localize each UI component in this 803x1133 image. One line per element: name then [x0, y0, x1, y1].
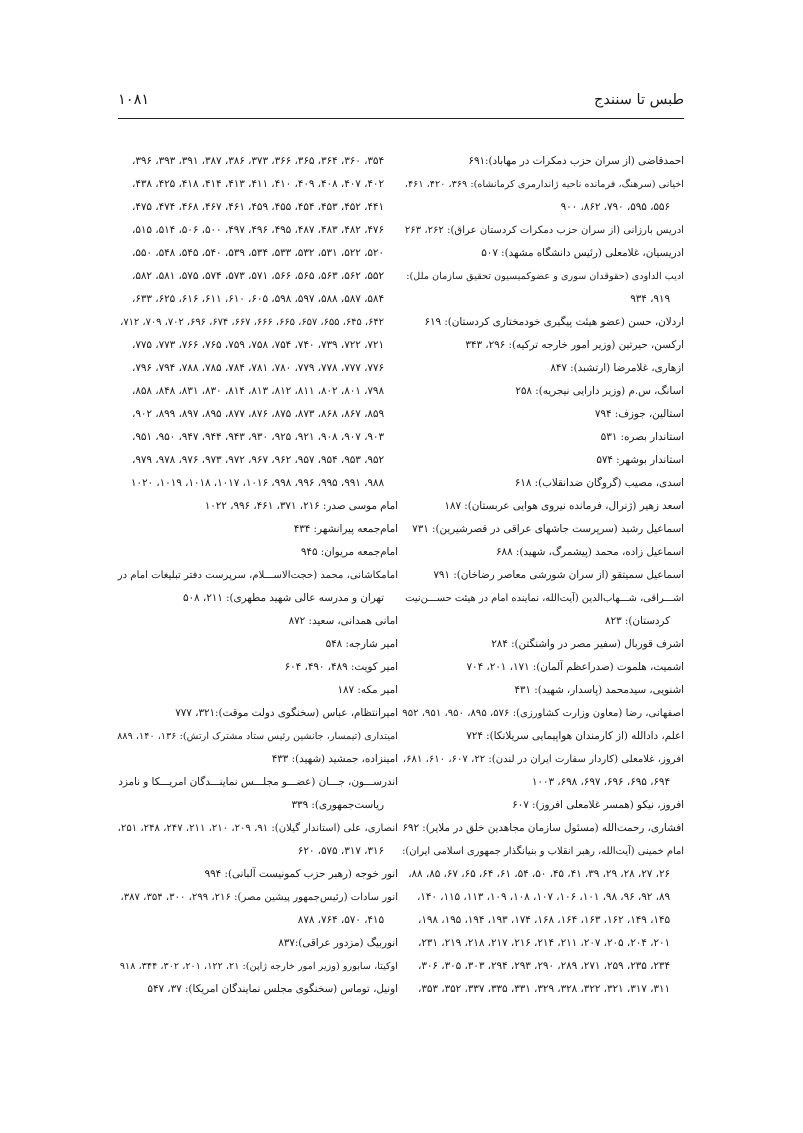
index-entry-continuation: ۷۲۱، ۷۲۲، ۷۳۹، ۷۴۰، ۷۵۴، ۷۵۸، ۷۵۹، ۷۶۵، ۷۶۶، ۷۷۳، ۷۷۵،: [132, 339, 384, 351]
index-entry: انور خوجه (رهبر حزب کمونیست آلبانی): ۹۹۴: [204, 868, 398, 880]
index-entry: انوربیگ (مزدور عراقی):۸۳۷: [278, 937, 398, 949]
index-entry: اخیانی (سرهنگ، فرمانده ناحیه ژاندارمری کرمانشاه): ۳۶۹، ۴۲۰، ۴۶۱،: [404, 179, 684, 190]
index-entry: اوکیتا، سابورو (وزیر امور خارجه ژاپن): ۲۱، ۱۲۲، ۲۰۱، ۳۰۲، ۳۴۴، ۹۱۸: [119, 961, 398, 972]
header-rule: [118, 118, 684, 119]
index-entry: افروز، نیکو (همسر غلامعلی افروز): ۶۰۷: [512, 799, 684, 811]
index-entry: اسدی، مصیب (گروگان ضدانقلاب): ۶۱۸: [514, 477, 684, 489]
index-entry-continuation: ۹۰۳، ۹۰۷، ۹۰۸، ۹۲۱، ۹۲۵، ۹۳۰، ۹۴۳، ۹۴۴، ۹۴۷، ۹۵۰، ۹۵۱،: [132, 431, 384, 443]
index-entry: امینزاده، جمشید (شهید): ۴۳۳: [271, 753, 398, 765]
index-entry: اشمیت، هلموت (صدراعظم آلمان): ۱۷۱، ۲۰۱، ۷۰۴: [466, 661, 684, 673]
index-entry-continuation: ۴۰۲، ۴۰۷، ۴۰۸، ۴۰۹، ۴۱۰، ۴۱۱، ۴۱۳، ۴۱۴، ۴۱۸، ۴۲۵، ۴۳۸،: [132, 178, 384, 190]
running-title: طبس تا سنندج: [594, 92, 684, 108]
index-entry-continuation: ۶۹۴، ۶۹۵، ۶۹۶، ۶۹۷، ۶۹۸، ۱۰۰۳: [531, 776, 670, 788]
index-entry: انور سادات (رئیس‌جمهور پیشین مصر): ۲۱۶، ۲۹۹، ۳۰۰، ۳۵۴، ۳۸۷،: [120, 892, 398, 903]
index-entry: اسماعیل رشید (سرپرست جاشهای عراقی در قصرشیرین): ۷۳۱: [412, 523, 684, 535]
index-entry: استاندار بوشهر: ۵۷۴: [596, 454, 684, 466]
index-entry: امیر شارجه: ۵۴۸: [325, 638, 398, 650]
index-entry: امیر کویت: ۴۸۹، ۴۹۰، ۶۰۴: [284, 661, 398, 673]
index-entry-continuation: ۳۱۶، ۳۱۷، ۵۷۵، ۶۲۰: [297, 845, 384, 857]
index-entry-continuation: ۸۹، ۹۲، ۹۶، ۹۸، ۱۰۱، ۱۰۶، ۱۰۷، ۱۰۸، ۱۰۹، ۱۱۳، ۱۱۵، ۱۴۰،: [416, 891, 670, 903]
index-entry-continuation: ۹۱۹، ۹۳۴: [630, 293, 670, 305]
index-entry: امامکاشانی، محمد (حجت‌الاســـلام، سرپرست دفتر تبلیغات امام در: [117, 570, 398, 581]
index-entry: اشرف قوربال (سفیر مصر در واشنگتن): ۲۸۴: [491, 638, 684, 650]
index-entry: اسماعیل سمیتقو (از سران شورشی معاصر رضاخان): ۷۹۱: [433, 569, 684, 581]
index-entry-continuation: ۴۴۱، ۴۵۲، ۴۵۳، ۴۵۴، ۴۵۵، ۴۵۹، ۴۶۱، ۴۶۷، ۴۶۸، ۴۷۴، ۴۷۵،: [132, 201, 384, 213]
index-entry: امام خمینی (آیت‌الله، رهبر انقلاب و بنیانگذار جمهوری اسلامی ایران):: [402, 846, 684, 857]
index-entry: احمدقاضی (از سران حزب دمکرات در مهاباد):۶۹۱: [468, 155, 684, 167]
index-entry: ادریس بارزانی (از سران حزب دمکرات کردستان عراق): ۲۶۲، ۲۶۳: [404, 225, 684, 236]
index-entry: ادیب الداودی (حقوقدان سوری و عضوکمیسیون تحقیق سازمان ملل):: [406, 271, 684, 282]
index-entry-continuation: ۸۵۹، ۸۶۷، ۸۶۸، ۸۷۳، ۸۷۵، ۸۷۶، ۸۷۷، ۸۹۵، ۸۹۷، ۸۹۹، ۹۰۲،: [132, 408, 384, 420]
index-entry-continuation: ۹۵۲، ۹۵۳، ۹۵۴، ۹۵۷، ۹۶۲، ۹۶۷، ۹۷۲، ۹۷۳، ۹۷۶، ۹۷۸، ۹۷۹،: [132, 454, 384, 466]
index-entry: اونیل، توماس (سخنگوی مجلس نمایندگان امریکا): ۳۷، ۵۴۷: [147, 983, 398, 995]
index-entry-continuation: ۴۱۵، ۵۷۰، ۷۶۴، ۸۷۸: [297, 914, 384, 926]
index-entry: امیتداری (تیمسار، جانشین رئیس ستاد مشترک ارتش): ۱۳۶، ۱۴۰، ۸۸۹: [117, 731, 398, 742]
index-entry: امانی همدانی، سعید: ۸۷۲: [288, 615, 398, 627]
index-entry-continuation: ۹۸۸، ۹۹۱، ۹۹۵، ۹۹۶، ۹۹۸، ۱۰۱۶، ۱۰۱۷، ۱۰۱۸، ۱۰۱۹، ۱۰۲۰: [130, 477, 384, 489]
index-entry: افروز، غلامعلی (کاردار سفارت ایران در لندن): ۲۲، ۶۰۷، ۶۱۰، ۶۸۱،: [402, 754, 684, 765]
index-entry-continuation: ۱۴۵، ۱۴۹، ۱۶۲، ۱۶۳، ۱۶۴، ۱۶۸، ۱۷۴، ۱۹۳، ۱۹۴، ۱۹۵، ۱۹۸،: [418, 914, 670, 926]
index-entry-continuation: ۲۶، ۲۷، ۲۸، ۲۹، ۳۹، ۴۱، ۴۵، ۵۰، ۵۴، ۶۱، ۶۴، ۶۵، ۶۷، ۸۵، ۸۸،: [408, 868, 670, 880]
index-entry: اردلان، حسن (عضو هیئت پیگیری خودمختاری کردستان): ۶۱۹: [424, 316, 684, 328]
page-header: [118, 90, 684, 114]
index-entry: اصفهانی، رضا (معاون وزارت کشاورزی): ۵۷۶، ۸۹۵، ۹۵۰، ۹۵۱، ۹۵۲: [402, 708, 684, 719]
index-entry-continuation: ۵۵۶، ۵۹۵، ۷۹۰، ۸۶۲، ۹۰۰: [560, 201, 670, 213]
index-entry-continuation: ۴۷۶، ۴۸۲، ۴۸۳، ۴۸۷، ۴۹۵، ۴۹۶، ۴۹۷، ۵۰۰، ۵۰۶، ۵۱۴، ۵۱۵،: [132, 224, 384, 236]
index-entry: افشاری، رحمت‌الله (مسئول سازمان مجاهدین خلق در ملایر): ۶۹۲: [402, 822, 684, 834]
index-entry: اسعد زهیر (ژنرال، فرمانده نیروی هوایی عربستان): ۱۸۷: [444, 500, 684, 512]
index-entry: ارکسن، حیرتین (وزیر امور خارجه ترکیه): ۲۹۶، ۳۴۳: [465, 339, 684, 351]
index-entry: اسانگ، س.م (وزیر دارایی نیجریه): ۲۵۸: [515, 385, 684, 397]
index-entry-continuation: ۶۴۲، ۶۴۵، ۶۵۵، ۶۵۷، ۶۶۵، ۶۶۶، ۶۶۷، ۶۷۴، ۶۹۶، ۷۰۲، ۷۰۹، ۷۱۲،: [120, 317, 384, 328]
index-entry: امیرانتظام، عباس (سخنگوی دولت موقت):۳۲۱، ۷۷۷: [175, 707, 398, 719]
index-entry-continuation: ۲۰۱، ۲۰۴، ۲۰۵، ۲۰۷، ۲۱۱، ۲۱۴، ۲۱۶، ۲۱۷، ۲۱۸، ۲۱۹، ۲۳۱،: [418, 937, 670, 949]
index-entry: اسماعیل زاده، محمد (پیشمرگ، شهید): ۶۸۸: [496, 546, 684, 558]
index-entry: استالین، جوزف: ۷۹۴: [594, 408, 684, 420]
index-column-right: [402, 150, 684, 1001]
index-entry: اندرســـون، جـــان (عضـــو مجلـــس نماینـــدگان امریـــکا و نامزد: [118, 776, 398, 788]
index-entry-continuation: ۳۱۱، ۳۱۷، ۳۲۱، ۳۲۲، ۳۲۸، ۳۲۹، ۳۳۱، ۳۳۵، ۳۳۷، ۳۵۲، ۳۵۳،: [418, 983, 670, 995]
index-entry: اعلم، دادالله (از کارمندان هواپیمایی سریلانکا): ۷۲۴: [466, 730, 684, 742]
index-entry: امیر مکه: ۱۸۷: [337, 684, 398, 696]
index-entry: اشنویی، سیدمحمد (پاسدار، شهید): ۴۳۱: [514, 684, 684, 696]
index-column-left: [116, 150, 398, 1001]
index-entry-continuation: ۵۲۰، ۵۲۲، ۵۳۱، ۵۳۲، ۵۳۳، ۵۳۴، ۵۳۹، ۵۴۰، ۵۴۵، ۵۴۸، ۵۵۰،: [132, 247, 384, 259]
index-entry-continuation: ۲۳۴، ۲۳۵، ۲۵۹، ۲۷۱، ۲۸۹، ۲۹۰، ۲۹۳، ۲۹۴، ۳۰۳، ۳۰۵، ۳۰۶،: [418, 960, 670, 972]
index-entry: انصاری، علی (استاندار گیلان): ۹۱، ۲۰۹، ۲۱۰، ۲۱۱، ۲۴۷، ۲۴۸، ۲۵۱،: [117, 823, 398, 834]
page-number: ۱۰۸۱: [118, 92, 150, 108]
index-entry-continuation: ۷۹۸، ۸۰۱، ۸۰۲، ۸۱۱، ۸۱۲، ۸۱۳، ۸۱۴، ۸۳۰، ۸۳۱، ۸۴۸، ۸۵۸،: [132, 385, 384, 397]
index-entry-continuation: ۳۵۴، ۳۶۰، ۳۶۴، ۳۶۵، ۳۶۶، ۳۷۳، ۳۸۶، ۳۸۷، ۳۹۱، ۳۹۳، ۳۹۶،: [132, 155, 384, 167]
index-entry: امام‌جمعه پیرانشهر: ۴۳۴: [293, 523, 398, 535]
index-entry: استاندار بصره: ۵۳۱: [600, 431, 684, 443]
index-entry-continuation: تهران و مدرسه عالی شهید مطهری): ۲۱۱، ۵۰۸: [183, 592, 384, 604]
index-entry-continuation: ۵۵۲، ۵۶۲، ۵۶۳، ۵۶۵، ۵۶۶، ۵۷۱، ۵۷۳، ۵۷۴، ۵۷۵، ۵۸۱، ۵۸۲،: [132, 270, 384, 282]
index-entry: ادریسیان، غلامعلی (رئیس دانشگاه مشهد): ۵۰۷: [481, 247, 684, 259]
index-entry: اشـــراقی، شـــهاب‌الدین (آیت‌الله، نماینده امام در هیئت حســـن‌نیت: [405, 593, 684, 604]
index-entry-continuation: ۷۷۶، ۷۷۷، ۷۷۸، ۷۷۹، ۷۸۰، ۷۸۱، ۷۸۴، ۷۸۵، ۷۸۸، ۷۹۴، ۷۹۶،: [132, 362, 384, 374]
index-entry-continuation: کردستان): ۸۲۳: [605, 615, 670, 627]
index-entry: ازهاری، غلامرضا (ارتشبد): ۸۴۷: [550, 362, 684, 374]
index-entry-continuation: ریاست‌جمهوری): ۳۳۹: [291, 799, 384, 811]
index-entry: امام‌جمعه مریوان: ۹۴۵: [300, 546, 398, 558]
index-entry-continuation: ۵۸۴، ۵۸۷، ۵۸۸، ۵۹۷، ۵۹۸، ۶۰۵، ۶۱۰، ۶۱۱، ۶۱۶، ۶۲۵، ۶۳۳،: [132, 293, 384, 305]
index-entry: امام موسی صدر: ۲۱۶، ۳۷۱، ۴۶۱، ۹۹۶، ۱۰۲۲: [204, 500, 398, 512]
